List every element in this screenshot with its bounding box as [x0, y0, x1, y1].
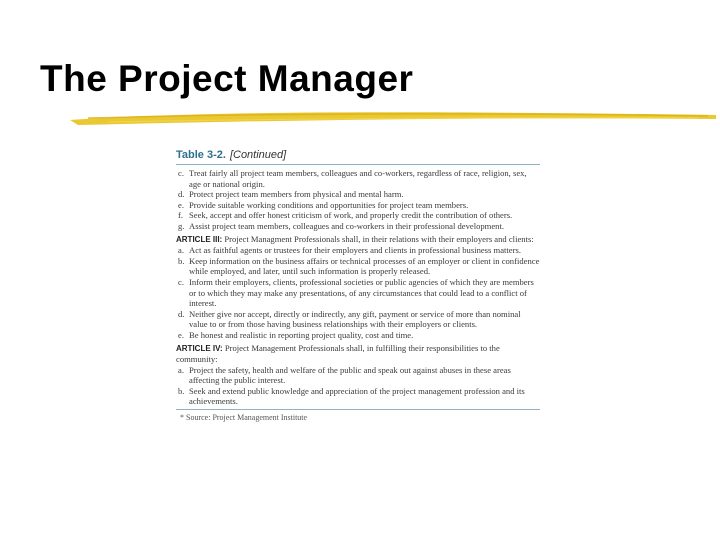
- list-item: [176, 245, 540, 256]
- list-item: [176, 277, 540, 309]
- item-text: Protect project team members from physical and mental harm.: [189, 189, 404, 200]
- item-letter: c.: [178, 276, 184, 287]
- list-item: [176, 309, 540, 330]
- item-letter: a.: [178, 364, 184, 375]
- item-text: Assist project team members, colleagues and co-workers in their professional development.: [189, 220, 505, 231]
- list-item: [176, 221, 540, 232]
- item-text: Seek, accept and offer honest criticism of work, and properly credit the contribution of others.: [189, 210, 513, 221]
- list-item: [176, 365, 540, 386]
- article-four: [176, 343, 540, 365]
- article-four-list: [176, 365, 540, 407]
- article-four-heading: ARTICLE IV:: [176, 343, 223, 353]
- item-letter: b.: [178, 255, 185, 266]
- article-three-list: [176, 245, 540, 340]
- table-bottom-rule: [176, 409, 540, 410]
- table-footnote: * Source: Project Management Institute: [180, 413, 308, 423]
- article-three-heading: ARTICLE III:: [176, 234, 223, 244]
- item-letter: f.: [178, 210, 184, 221]
- item-text: Provide suitable working conditions and opportunities for project team members.: [189, 199, 469, 210]
- item-letter: c.: [178, 168, 184, 178]
- item-letter: e.: [178, 199, 184, 210]
- item-text: Be honest and realistic in reporting project quality, cost and time.: [189, 329, 414, 340]
- article-four-intro: Project Management Professionals shall, in fulfilling their responsibilities to the community:: [176, 342, 500, 365]
- item-letter: d.: [178, 189, 185, 200]
- item-letter: d.: [178, 308, 185, 319]
- item-letter: e.: [178, 329, 184, 340]
- list-item: [176, 256, 540, 277]
- item-text: Keep information on the business affairs or technical processes of an employer or client in confidence while employed, and later, until such information is properly released.: [189, 255, 540, 277]
- article-three-intro: Project Managment Professionals shall, in their relations with their employers and clients:: [224, 233, 534, 244]
- item-text: Project the safety, health and welfare of the public and speak out against abuses in these areas affecting the public interest.: [189, 364, 511, 386]
- table-top-rule: [176, 164, 540, 165]
- list-item: [176, 168, 540, 189]
- list-item: [176, 330, 540, 341]
- table-caption: [176, 148, 540, 162]
- code-of-ethics-table: [176, 148, 540, 423]
- item-text: Inform their employers, clients, professional societies or public agencies of which they are members or to which they may make any presentations, of any circumstances that could lead to a conflict of interest.: [189, 276, 534, 309]
- item-text: Act as faithful agents or trustees for their employers and clients in professional business matters.: [189, 245, 521, 256]
- list-item: [176, 210, 540, 221]
- slide-title: The Project Manager: [40, 58, 414, 99]
- list-item: [176, 200, 540, 211]
- table-caption-label: Table 3-2.: [176, 149, 226, 161]
- item-letter: b.: [178, 385, 185, 396]
- article-three: [176, 234, 540, 246]
- list-item: [176, 189, 540, 200]
- list-continued: [176, 168, 540, 232]
- item-letter: a.: [178, 245, 184, 256]
- list-item: [176, 386, 540, 407]
- item-text: Neither give nor accept, directly or indirectly, any gift, payment or service of more than nominal value to or from those having business relationships with their employers or clients.: [189, 308, 521, 330]
- table-caption-note: [Continued]: [229, 149, 287, 161]
- item-letter: g.: [178, 220, 185, 231]
- item-text: Treat fairly all project team members, colleagues and co-workers, regardless of race, religion, sex, age or national origin.: [189, 168, 527, 189]
- title-underline-stroke: [68, 106, 720, 128]
- item-text: Seek and extend public knowledge and appreciation of the project management profession and its achievements.: [189, 385, 525, 407]
